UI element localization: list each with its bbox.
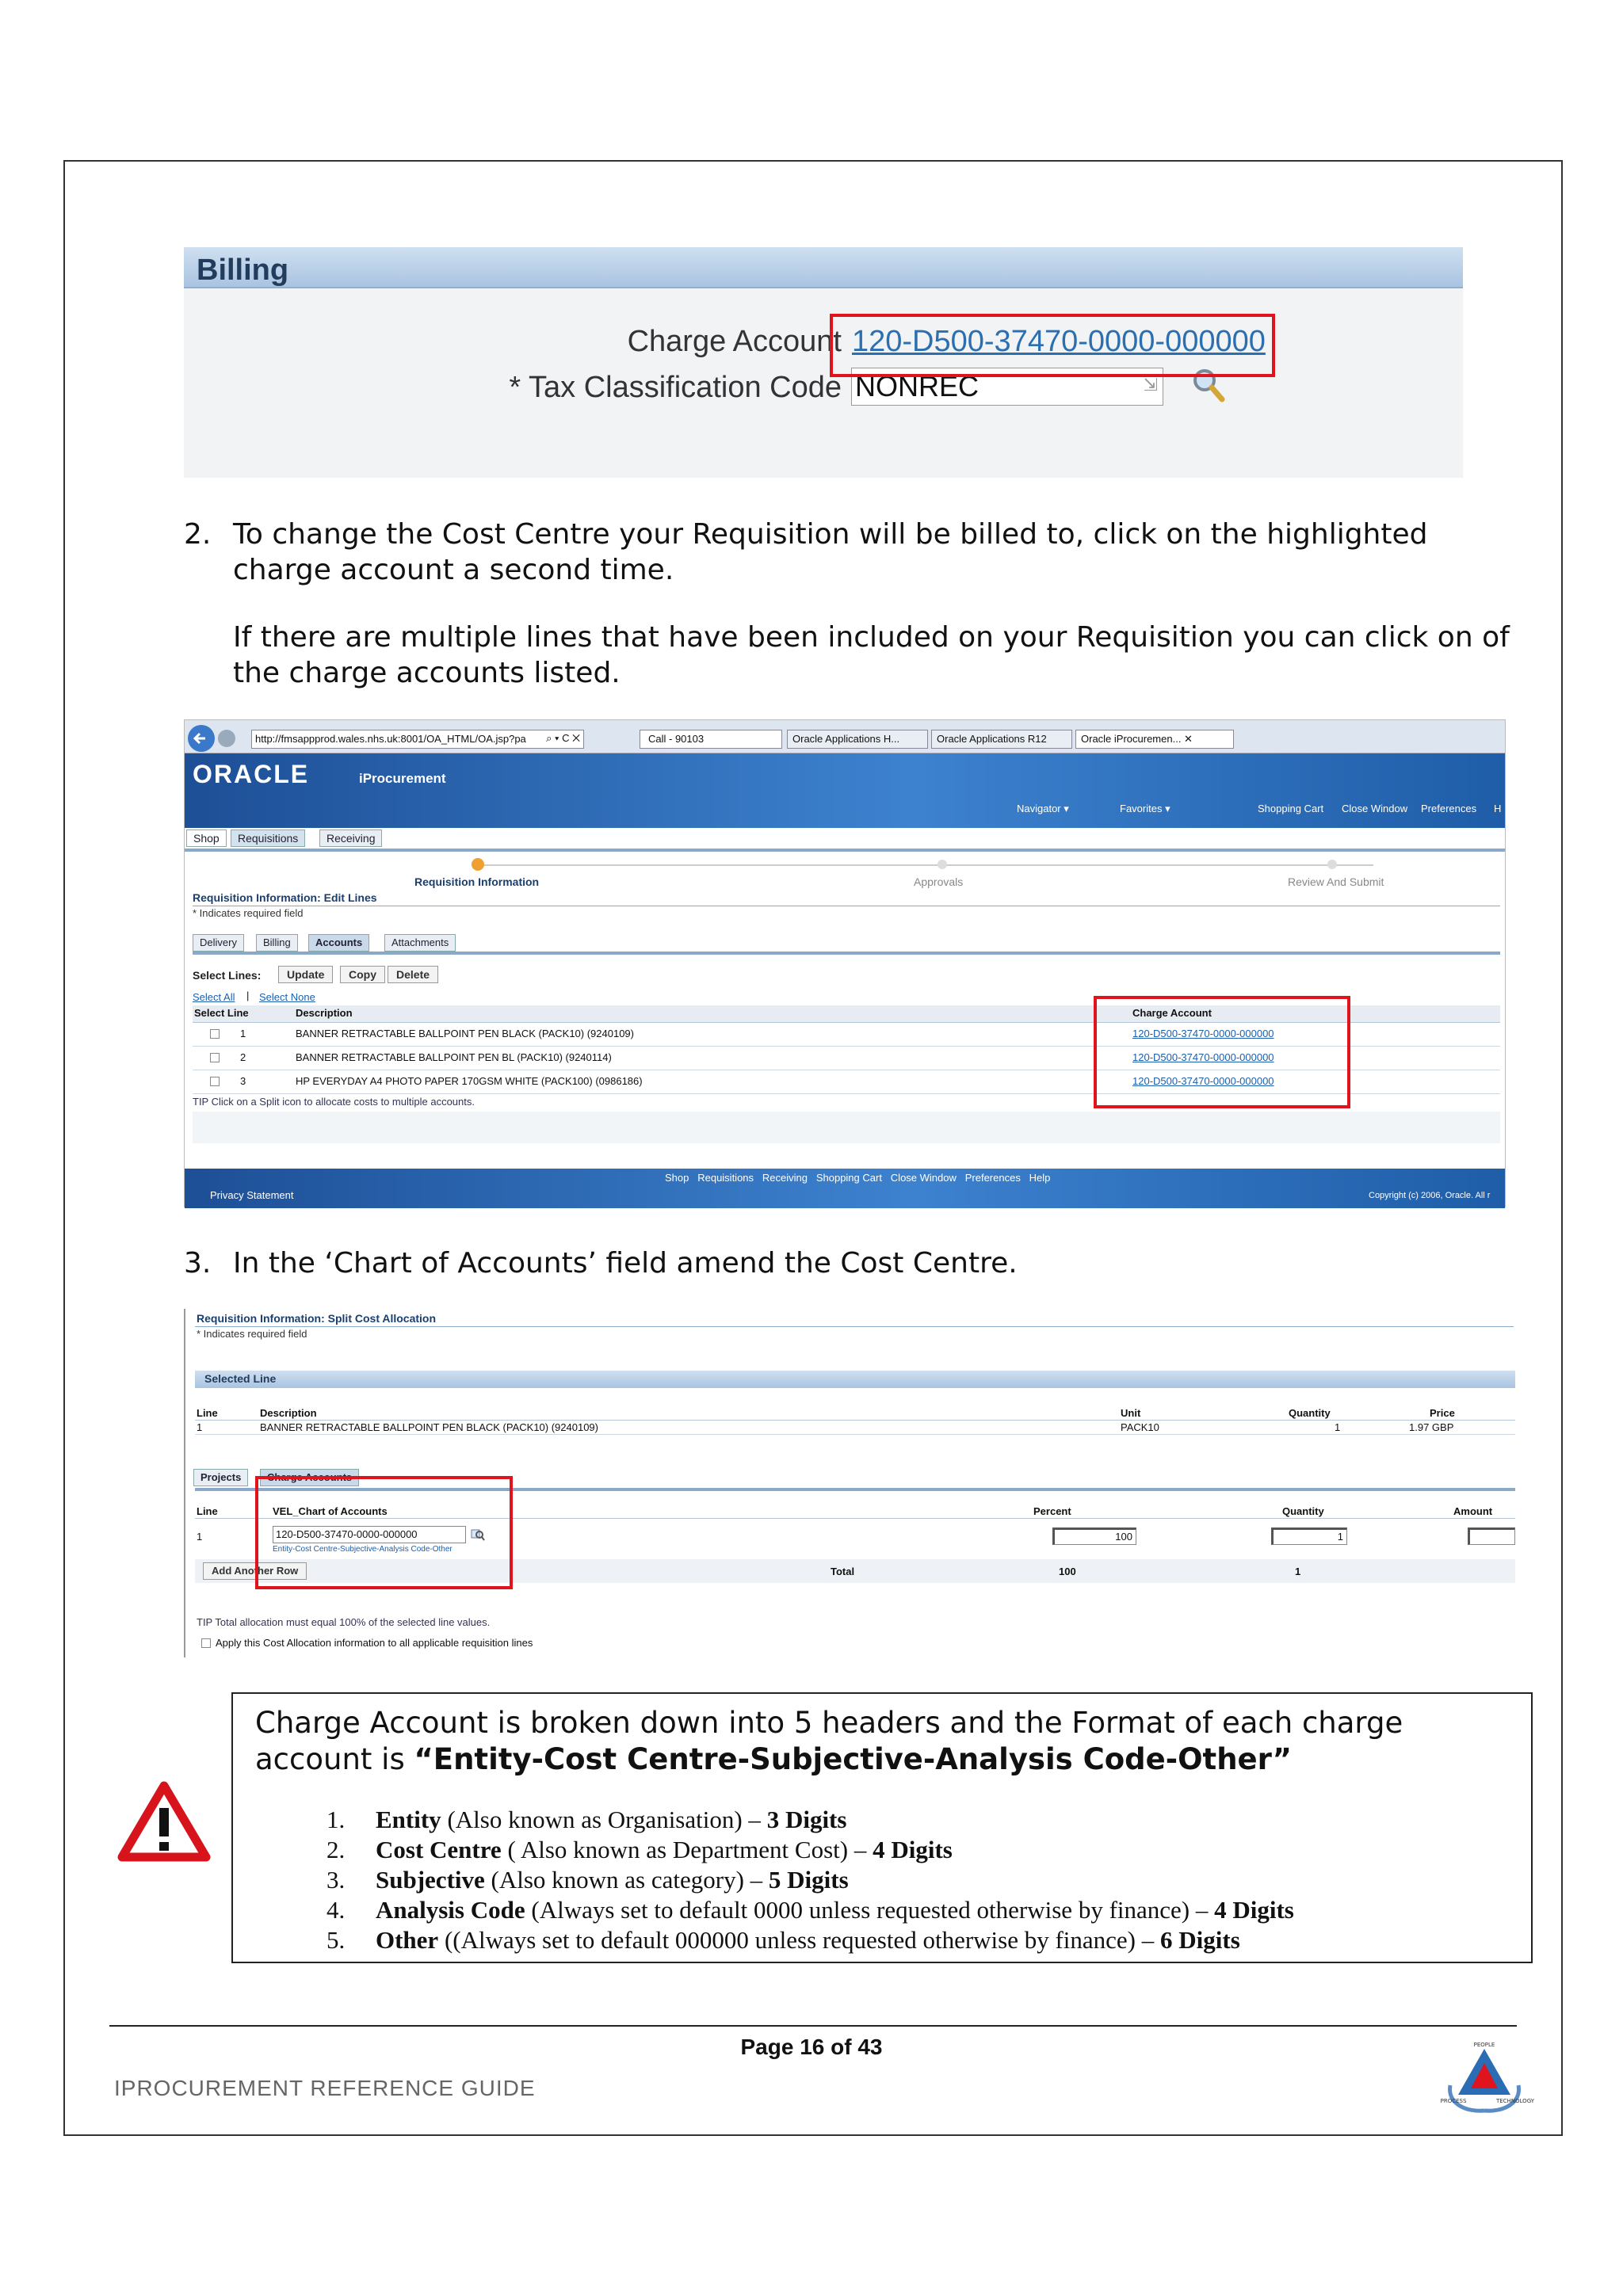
subtab-underline xyxy=(193,952,1500,955)
train-step-current-icon xyxy=(472,858,484,871)
row-charge-account-link[interactable]: 120-D500-37470-0000-000000 xyxy=(1132,1028,1274,1039)
total-percent: 100 xyxy=(1059,1566,1076,1577)
item-desc: (Also known as category) – xyxy=(484,1866,769,1894)
item-term: Subjective xyxy=(376,1866,485,1894)
col-quantity: Quantity xyxy=(1289,1407,1331,1419)
title-rule xyxy=(195,1326,1514,1327)
alloc-row-line: 1 xyxy=(197,1531,203,1543)
item-term: Analysis Code xyxy=(376,1896,525,1924)
logo-process: PROCESS xyxy=(1440,2098,1467,2104)
percent-input[interactable] xyxy=(1052,1527,1136,1545)
percent-value: 100 xyxy=(1115,1531,1132,1543)
tab-projects[interactable]: Projects xyxy=(193,1469,248,1486)
billing-header xyxy=(184,247,1463,288)
footer-requisitions-link[interactable]: Requisitions xyxy=(697,1172,754,1184)
footer-help-link[interactable]: Help xyxy=(1029,1172,1051,1184)
col-description: Description xyxy=(260,1407,317,1419)
quantity-input[interactable] xyxy=(1271,1527,1347,1545)
item-number: 4. xyxy=(327,1896,346,1924)
alloc-col-line: Line xyxy=(197,1505,218,1517)
tab-requisitions[interactable]: Requisitions xyxy=(231,830,305,847)
list-item xyxy=(327,1835,953,1864)
step2-number: 2. xyxy=(184,518,212,551)
dropdown-corner-icon: ⇲ xyxy=(1143,375,1158,395)
page-number: Page 16 of 43 xyxy=(740,2035,883,2059)
billing-title: Billing xyxy=(197,254,289,287)
row-qty: 1 xyxy=(1335,1421,1341,1433)
footer-rule xyxy=(109,2025,1517,2027)
oracle-header xyxy=(185,753,1505,828)
tab-shop[interactable]: Shop xyxy=(186,830,227,847)
preferences-link[interactable]: Preferences xyxy=(1421,803,1477,814)
tab-receiving[interactable]: Receiving xyxy=(319,830,382,847)
select-all-link[interactable]: Select All xyxy=(193,991,235,1003)
charge-account-link[interactable]: 120-D500-37470-0000-000000 xyxy=(852,325,1266,358)
train-step-icon xyxy=(938,860,947,869)
alloc-col-quantity: Quantity xyxy=(1282,1505,1324,1517)
address-bar[interactable] xyxy=(251,730,584,749)
subtab-delivery[interactable]: Delivery xyxy=(193,934,244,952)
item-term: Cost Centre xyxy=(376,1836,502,1863)
item-number: 3. xyxy=(327,1866,346,1894)
item-desc: (Always set to default 0000 unless requested otherwise by finance) – xyxy=(525,1896,1215,1924)
copyright: Copyright (c) 2006, Oracle. All r xyxy=(1369,1191,1491,1200)
step3-number: 3. xyxy=(184,1247,212,1280)
iprocurement-edit-lines-screenshot xyxy=(184,719,1506,1207)
row-description: HP EVERYDAY A4 PHOTO PAPER 170GSM WHITE (PACK100) (0986186) xyxy=(296,1075,643,1087)
step2-line3: If there are multiple lines that have been included on your Requisition you can click on of xyxy=(233,621,1510,654)
alloc-col-account: VEL_Chart of Accounts xyxy=(273,1505,388,1517)
oracle-logo: ORACLE xyxy=(193,760,310,788)
privacy-link[interactable]: Privacy Statement xyxy=(210,1189,294,1201)
alloc-col-percent: Percent xyxy=(1033,1505,1071,1517)
item-term: Other xyxy=(376,1926,439,1954)
col-select-line: Select Line xyxy=(194,1007,249,1019)
browser-tab-1[interactable]: Oracle Applications H... xyxy=(787,730,928,749)
row-charge-account-link[interactable]: 120-D500-37470-0000-000000 xyxy=(1132,1051,1274,1063)
warning-icon xyxy=(117,1781,211,1862)
tab-underline xyxy=(185,849,1505,852)
guide-title: IPROCUREMENT REFERENCE GUIDE xyxy=(114,2076,536,2100)
delete-button[interactable]: Delete xyxy=(388,966,438,983)
step3-text: In the ‘Chart of Accounts’ field amend the Cost Centre. xyxy=(233,1247,1018,1280)
call-tab[interactable]: Call - 90103 xyxy=(640,730,782,749)
apply-label: Apply this Cost Allocation information to all applicable requisition lines xyxy=(216,1637,533,1649)
quantity-value: 1 xyxy=(1337,1531,1343,1543)
apply-checkbox[interactable] xyxy=(201,1638,211,1648)
item-term: Entity xyxy=(376,1806,441,1833)
footer-receiving-link[interactable]: Receiving xyxy=(762,1172,808,1184)
header-rule xyxy=(195,1420,1515,1421)
account-format-hint: Entity-Cost Centre-Subjective-Analysis Code-Other xyxy=(273,1545,453,1554)
row-line: 2 xyxy=(240,1051,246,1063)
charge-account-note xyxy=(231,1692,1533,1963)
footer-close-link[interactable]: Close Window xyxy=(890,1172,957,1184)
train-approvals: Approvals xyxy=(914,875,964,888)
list-item xyxy=(327,1805,846,1834)
forward-icon[interactable] xyxy=(218,730,235,747)
list-item xyxy=(327,1895,1294,1924)
train-review: Review And Submit xyxy=(1288,875,1384,888)
select-lines-label: Select Lines: xyxy=(193,969,262,982)
item-digits: 3 Digits xyxy=(766,1806,847,1833)
row-line: 1 xyxy=(197,1421,203,1433)
allocation-tip: TIP Total allocation must equal 100% of the selected line values. xyxy=(197,1616,491,1628)
list-item xyxy=(327,1925,1240,1955)
chart-of-accounts-highlight xyxy=(255,1476,513,1589)
total-quantity: 1 xyxy=(1295,1566,1301,1577)
copy-button[interactable]: Copy xyxy=(340,966,385,983)
col-description: Description xyxy=(296,1007,353,1019)
browser-tab-2[interactable]: Oracle Applications R12 xyxy=(931,730,1072,749)
table-footer xyxy=(193,1112,1500,1143)
charge-account-label: Charge Account xyxy=(627,325,842,358)
item-number: 2. xyxy=(327,1836,346,1863)
required-note: * Indicates required field xyxy=(197,1328,307,1340)
note-line2-text: account is xyxy=(255,1742,414,1776)
step2-line2: charge account a second time. xyxy=(233,554,674,586)
train-step-icon xyxy=(1327,860,1337,869)
row-description: BANNER RETRACTABLE BALLPOINT PEN BLACK (PACK10) (9240109) xyxy=(296,1028,634,1039)
section-header xyxy=(195,1371,1515,1388)
row-unit: PACK10 xyxy=(1121,1421,1159,1433)
page-title: Requisition Information: Edit Lines xyxy=(193,891,377,904)
amount-input[interactable] xyxy=(1468,1527,1515,1545)
shopping-cart-link[interactable]: Shopping Cart xyxy=(1258,803,1324,814)
step2-line4: the charge accounts listed. xyxy=(233,657,621,689)
item-desc: (Also known as Organisation) – xyxy=(441,1806,767,1833)
select-none-link[interactable]: Select None xyxy=(259,991,315,1003)
update-button[interactable]: Update xyxy=(278,966,333,983)
item-digits: 4 Digits xyxy=(1214,1896,1294,1924)
tip-text: TIP Click on a Split icon to allocate costs to multiple accounts. xyxy=(193,1096,475,1108)
train-line xyxy=(478,864,1373,866)
item-digits: 6 Digits xyxy=(1160,1926,1240,1954)
row-description: BANNER RETRACTABLE BALLPOINT PEN BL (PACK10) (9240114) xyxy=(296,1051,612,1063)
row-line: 1 xyxy=(240,1028,246,1039)
tab-charge-accounts[interactable]: Charge Accounts xyxy=(260,1469,359,1486)
footer-preferences-link[interactable]: Preferences xyxy=(964,1172,1021,1184)
select-separator: | xyxy=(246,990,250,1001)
list-item xyxy=(327,1865,849,1894)
charge-account-highlight xyxy=(830,314,1275,377)
people-process-technology-logo xyxy=(1440,2039,1535,2115)
item-digits: 4 Digits xyxy=(873,1836,953,1863)
help-link[interactable]: H xyxy=(1494,803,1502,814)
address-controls[interactable]: ⌕ ▾ C ✕ xyxy=(546,732,580,744)
note-format: “Entity-Cost Centre-Subjective-Analysis Code-Other” xyxy=(414,1742,1292,1776)
close-window-link[interactable]: Close Window xyxy=(1342,803,1408,814)
favorites-menu[interactable]: Favorites ▾ xyxy=(1120,803,1170,814)
footer-links xyxy=(665,1172,1050,1184)
logo-people: PEOPLE xyxy=(1473,2042,1495,2048)
item-desc: ((Always set to default 000000 unless requested otherwise by finance) – xyxy=(438,1926,1161,1954)
left-edge xyxy=(184,1309,185,1657)
item-number: 1. xyxy=(327,1806,346,1833)
footer-cart-link[interactable]: Shopping Cart xyxy=(815,1172,882,1184)
add-another-row-button[interactable]: Add Another Row xyxy=(203,1562,307,1580)
charge-accounts-highlight xyxy=(1094,996,1350,1108)
col-charge-account: Charge Account xyxy=(1132,1007,1212,1019)
row-price: 1.97 GBP xyxy=(1409,1421,1454,1433)
subtab-attachments[interactable]: Attachments xyxy=(384,934,456,952)
row-checkbox[interactable] xyxy=(210,1029,220,1039)
total-label: Total xyxy=(831,1566,855,1577)
navigator-menu[interactable]: Navigator ▾ xyxy=(1017,803,1069,814)
item-desc: ( Also known as Department Cost) – xyxy=(501,1836,873,1863)
row-checkbox[interactable] xyxy=(210,1077,220,1086)
alloc-col-amount: Amount xyxy=(1453,1505,1493,1517)
row-charge-account-link[interactable]: 120-D500-37470-0000-000000 xyxy=(1132,1075,1274,1087)
chart-of-accounts-input[interactable]: 120-D500-37470-0000-000000 xyxy=(273,1526,466,1543)
footer-shop-link[interactable]: Shop xyxy=(665,1172,689,1184)
note-line1: Charge Account is broken down into 5 headers and the Format of each charge xyxy=(255,1706,1403,1740)
row-description: BANNER RETRACTABLE BALLPOINT PEN BLACK (PACK10) (9240109) xyxy=(260,1421,598,1433)
row-checkbox[interactable] xyxy=(210,1053,220,1062)
subtab-billing[interactable]: Billing xyxy=(256,934,298,952)
page-title: Requisition Information: Split Cost Allocation xyxy=(197,1312,437,1325)
col-line: Line xyxy=(197,1407,218,1419)
train-requisition-info: Requisition Information xyxy=(414,875,540,888)
row-line: 3 xyxy=(240,1075,246,1087)
browser-tab-active[interactable]: Oracle iProcuremen... ✕ xyxy=(1075,730,1234,749)
back-icon[interactable] xyxy=(188,725,215,752)
col-unit: Unit xyxy=(1121,1407,1141,1419)
subtab-accounts[interactable]: Accounts xyxy=(308,934,369,952)
selected-line-title: Selected Line xyxy=(204,1372,277,1385)
required-note: * Indicates required field xyxy=(193,907,304,919)
step2-line1: To change the Cost Centre your Requisition will be billed to, click on the highlighted xyxy=(233,518,1428,551)
col-price: Price xyxy=(1430,1407,1455,1419)
tax-classification-label: * Tax Classification Code xyxy=(509,371,842,404)
item-digits: 5 Digits xyxy=(768,1866,849,1894)
item-number: 5. xyxy=(327,1926,346,1954)
logo-technology: TECHNOLOGY xyxy=(1495,2098,1535,2104)
tax-classification-value: NONREC xyxy=(855,370,980,402)
row-rule xyxy=(195,1434,1515,1435)
url-text: http://fmsappprod.wales.nhs.uk:8001/OA_HTML/OA.jsp?pa xyxy=(255,733,526,745)
note-line2 xyxy=(255,1741,1292,1777)
app-name: iProcurement xyxy=(359,771,446,786)
